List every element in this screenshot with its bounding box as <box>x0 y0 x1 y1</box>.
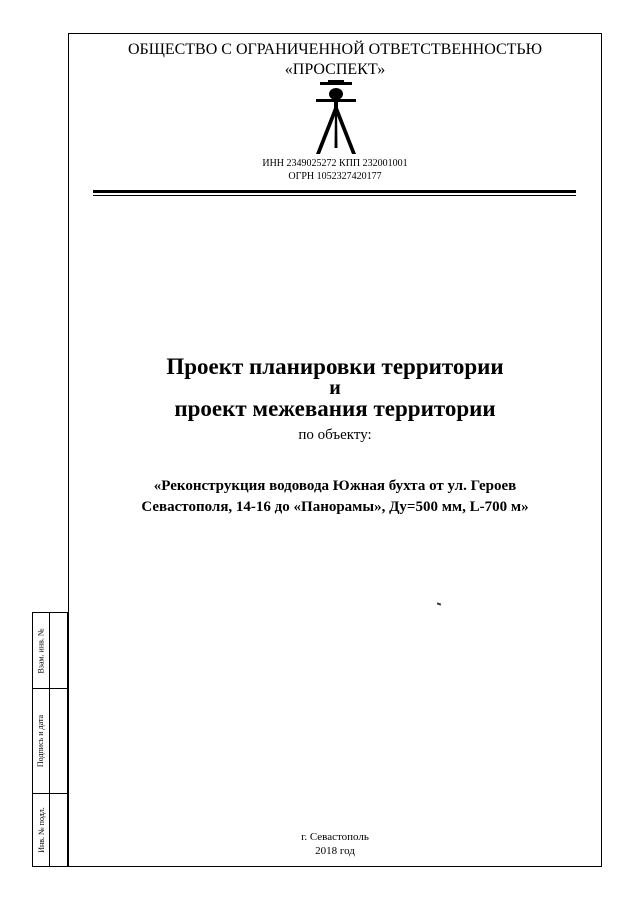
ogrn: ОГРН 1052327420177 <box>288 171 382 182</box>
document-title <box>68 355 602 421</box>
approval-stamp-sidebar <box>32 612 68 867</box>
header-rule-thick <box>93 190 576 193</box>
footer-city: г. Севастополь <box>301 831 369 843</box>
title-line2: и <box>329 377 341 399</box>
sidebar-cell-signature <box>34 689 49 793</box>
document-subtitle: по объекту: <box>298 427 372 443</box>
sidebar-label-signature: Подпись и дата <box>36 714 46 768</box>
object-name <box>68 476 602 518</box>
object-name-line1: «Реконструкция водовода Южная бухта от ул. Героев <box>153 478 517 494</box>
object-name-line2: Севастополя, 14-16 до «Панорамы», Ду=500 мм, L-700 м» <box>141 499 529 515</box>
inn-kpp: ИНН 2349025272 КПП 232001001 <box>262 158 408 169</box>
sidebar-cell-replacement <box>34 613 49 688</box>
sidebar-cell-original <box>34 794 49 866</box>
footer-year: 2018 год <box>315 845 355 857</box>
sidebar-label-replacement: Взам. инв. № <box>36 627 46 674</box>
registration-details <box>68 157 602 183</box>
organization-name-line1: ОБЩЕСТВО С ОГРАНИЧЕННОЙ ОТВЕТСТВЕННОСТЬЮ <box>127 41 543 58</box>
sidebar-divider-vertical <box>49 613 50 866</box>
title-line1: Проект планировки территории <box>166 354 504 379</box>
theodolite-tripod-icon <box>306 80 366 156</box>
header-rule-thin <box>93 195 576 196</box>
sidebar-label-original: Инв. № подл. <box>36 807 46 853</box>
title-line3: проект межевания территории <box>174 396 496 421</box>
footer <box>68 830 602 858</box>
organization-name-line2: «ПРОСПЕКТ» <box>284 61 386 78</box>
organization-name <box>68 40 602 80</box>
